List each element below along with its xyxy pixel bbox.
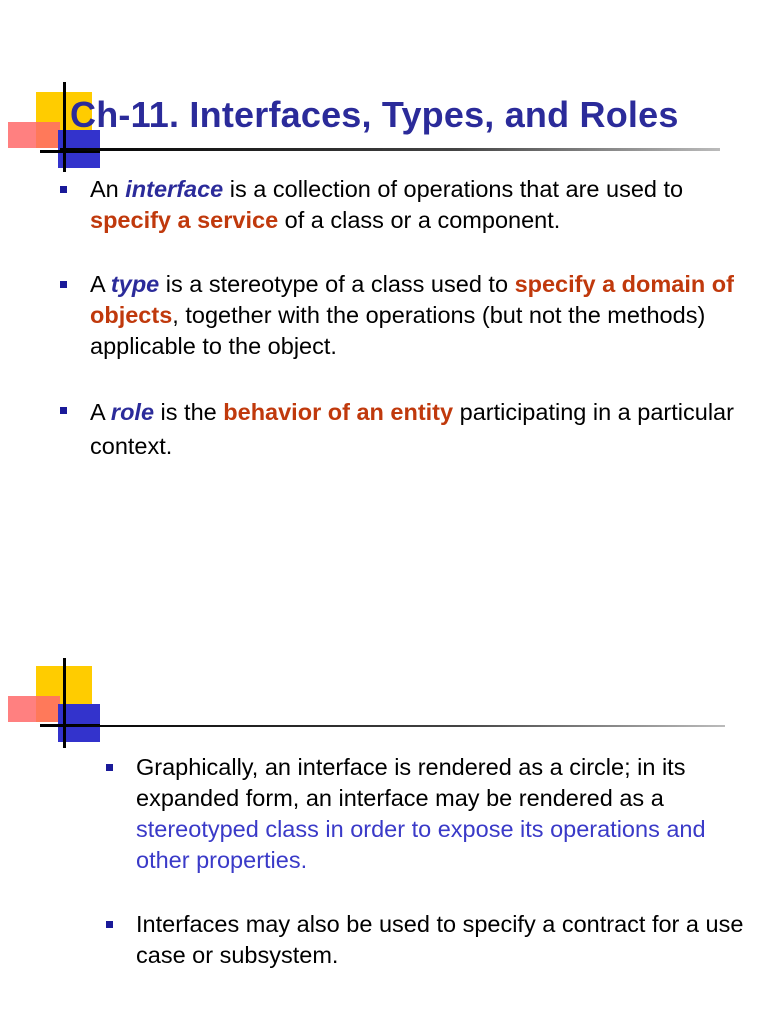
emphasis-phrase: specify a domain of objects [90, 271, 734, 328]
bullet-text: Graphically, an interface is rendered as a circle; in its expanded form, an interface may be rendered as a stereotyped class in order to expose its operations and other properties. [136, 754, 706, 873]
bullet-item [106, 909, 746, 971]
corner-decoration [0, 0, 110, 180]
bullet-marker-icon [60, 407, 67, 414]
bullet-text: An interface is a collection of operations that are used to specify a service of a class or a component. [90, 176, 684, 233]
slide-title: Ch-11. Interfaces, Types, and Roles [70, 94, 679, 135]
bullet-item [60, 395, 750, 463]
bullet-marker-icon [106, 921, 113, 928]
bullet-item [60, 269, 750, 362]
bullet-list [106, 752, 746, 971]
bullet-item [106, 752, 746, 876]
title-underline [60, 148, 720, 151]
emphasis-phrase: behavior of an entity [223, 399, 454, 425]
bullet-text: Interfaces may also be used to specify a contract for a use case or subsystem. [136, 911, 744, 968]
bullet-marker-icon [106, 764, 113, 771]
emphasis-term: interface [125, 176, 224, 202]
title-underline [60, 725, 725, 727]
emphasis-term: role [110, 399, 155, 425]
highlighted-phrase: stereotyped class in order to expose its operations and other properties. [136, 816, 706, 873]
bullet-list [60, 174, 750, 463]
emphasis-phrase: specify a service [90, 207, 279, 233]
bullet-text: A role is the behavior of an entity participating in a particular context. [90, 399, 734, 459]
bullet-item [60, 174, 750, 236]
bullet-text: A type is a stereotype of a class used to specify a domain of objects, together with the operations (but not the methods) applicable to the object. [90, 271, 734, 359]
slide-2 [0, 512, 768, 1024]
bullet-marker-icon [60, 281, 67, 288]
emphasis-term: type [110, 271, 160, 297]
bullet-marker-icon [60, 186, 67, 193]
